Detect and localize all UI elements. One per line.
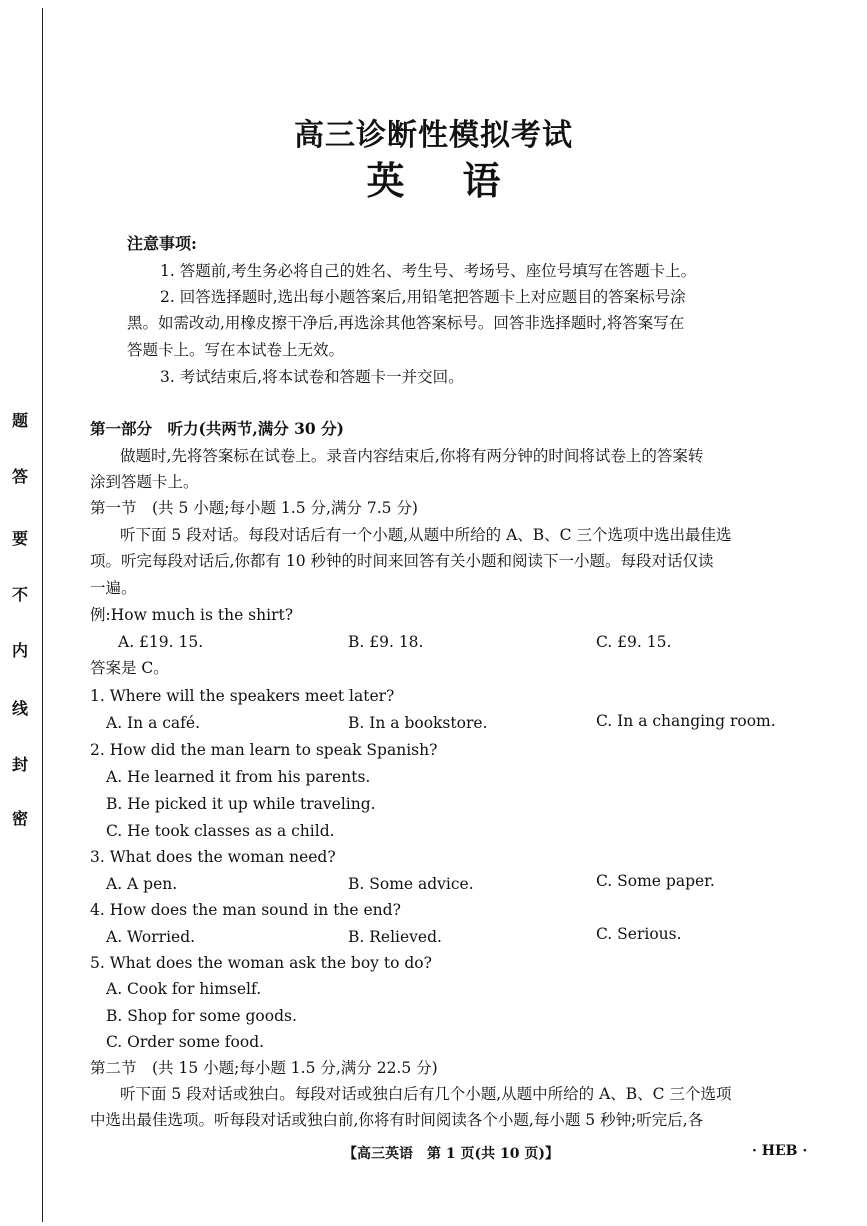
q1-option-c: C. In a changing room. [596,712,776,730]
q4-option-b: B. Relieved. [348,928,442,946]
q5-option-a: A. Cook for himself. [106,980,262,998]
section1-intro: 一遍。 [90,579,137,597]
q2-option-b: B. He picked it up while traveling. [106,795,376,813]
q1-option-b: B. In a bookstore. [348,714,488,732]
q4-option-c: C. Serious. [596,925,682,943]
question-3: 3. What does the woman need? [90,848,336,866]
q4-option-a: A. Worried. [106,928,196,946]
notice-line: 1. 答题前,考生务必将自己的姓名、考生号、考场号、座位号填写在答题卡上。 [160,262,697,280]
example-answer: 答案是 C。 [90,659,169,677]
question-5: 5. What does the woman ask the boy to do? [90,954,432,972]
q1-option-a: A. In a café. [106,714,201,732]
section2-intro: 听下面 5 段对话或独白。每段对话或独白后有几个小题,从题中所给的 A、B、C 三个选项 [120,1085,732,1103]
section1-intro: 项。听完每段对话后,你都有 10 秒钟的时间来回答有关小题和阅读下一小题。每段对话仅读 [90,552,714,570]
part1-heading: 第一部分 听力(共两节,满分 30 分) [90,419,344,438]
notice-line: 2. 回答选择题时,选出每小题答案后,用铅笔把答题卡上对应题目的答案标号涂 [160,288,686,306]
footer-page-info: 【高三英语 第 1 页(共 10 页)】 [343,1146,559,1162]
q3-option-b: B. Some advice. [348,875,474,893]
margin-char: 密 [11,809,28,828]
q3-option-a: A. A pen. [106,875,178,893]
notice-line: 答题卡上。写在本试卷上无效。 [127,341,345,359]
margin-char: 答 [11,467,28,486]
margin-char: 不 [11,585,28,604]
subject-title: 英语 [366,158,559,203]
q2-option-a: A. He learned it from his parents. [106,768,371,786]
section2-heading: 第二节 (共 15 小题;每小题 1.5 分,满分 22.5 分) [90,1059,438,1077]
margin-char: 线 [11,699,28,718]
section1-heading: 第一节 (共 5 小题;每小题 1.5 分,满分 7.5 分) [90,499,418,517]
notice-line: 黑。如需改动,用橡皮擦干净后,再选涂其他答案标号。回答非选择题时,将答案写在 [127,314,685,332]
q5-option-c: C. Order some food. [106,1033,265,1051]
part1-intro: 做题时,先将答案标在试卷上。录音内容结束后,你将有两分钟的时间将试卷上的答案转 [120,447,704,465]
margin-char: 题 [11,411,28,430]
margin-char: 内 [11,641,28,660]
question-2: 2. How did the man learn to speak Spanish? [90,741,438,759]
q5-option-b: B. Shop for some goods. [106,1007,297,1025]
margin-char: 封 [11,755,28,774]
example-option-b: B. £9. 18. [348,633,424,651]
q2-option-c: C. He took classes as a child. [106,822,335,840]
question-1: 1. Where will the speakers meet later? [90,687,395,705]
example-option-a: A. £19. 15. [118,633,204,651]
part1-intro: 涂到答题卡上。 [90,473,199,491]
example-question: 例:How much is the shirt? [90,606,294,624]
q3-option-c: C. Some paper. [596,872,715,890]
example-option-c: C. £9. 15. [596,633,672,651]
exam-title: 高三诊断性模拟考试 [294,118,573,153]
section2-intro: 中选出最佳选项。听每段对话或独白前,你将有时间阅读各个小题,每小题 5 秒钟;听完后,各 [90,1111,704,1129]
notice-line: 3. 考试结束后,将本试卷和答题卡一并交回。 [160,368,464,386]
footer-code: · HEB · [752,1143,808,1159]
section1-intro: 听下面 5 段对话。每段对话后有一个小题,从题中所给的 A、B、C 三个选项中选出最佳选 [120,526,732,544]
notice-heading: 注意事项: [127,234,197,253]
question-4: 4. How does the man sound in the end? [90,901,401,919]
margin-char: 要 [11,529,28,548]
